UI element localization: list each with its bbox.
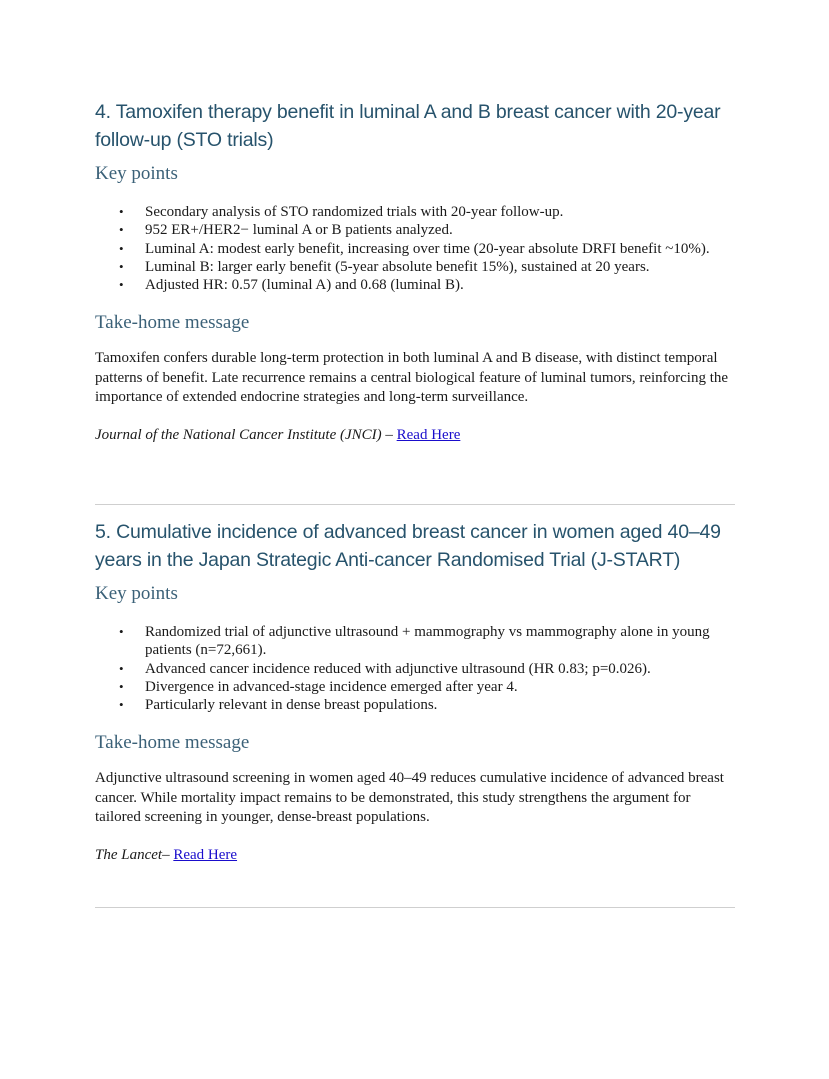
separator: –	[381, 426, 397, 443]
bullet-icon: •	[119, 697, 124, 713]
journal-name: The Lancet	[95, 846, 163, 863]
list-item: • Particularly relevant in dense breast populations.	[119, 697, 438, 714]
section-divider	[95, 907, 735, 908]
source-citation	[95, 846, 735, 865]
key-points-list	[95, 203, 735, 294]
article-tamoxifen	[95, 98, 735, 445]
journal-name: Journal of the National Cancer Institute (JNCI)	[95, 426, 382, 443]
take-home-heading: Take-home message	[95, 732, 250, 754]
take-home-heading: Take-home message	[95, 312, 250, 334]
bullet-icon: •	[119, 240, 124, 256]
bullet-icon: •	[119, 678, 124, 694]
bullet-icon: •	[119, 660, 124, 676]
take-home-text: Adjunctive ultrasound screening in women aged 40–49 reduces cumulative incidence of advanced breast cancer. While mortality impact remains to be demonstrated, this study strengthens the argument for tailored screening in younger, dense-breast populations.	[95, 770, 724, 826]
separator: –	[162, 846, 174, 863]
key-points-list	[95, 623, 735, 714]
list-item: • Luminal A: modest early benefit, increasing over time (20-year absolute DRFI benefit ~10%).	[119, 240, 710, 257]
key-points-heading: Key points	[95, 583, 178, 604]
list-item: • Divergence in advanced-stage incidence emerged after year 4.	[119, 678, 518, 695]
read-here-link[interactable]: Read Here	[173, 846, 238, 863]
bullet-icon: •	[119, 624, 124, 639]
list-item: • Adjusted HR: 0.57 (luminal A) and 0.68 (luminal B).	[119, 277, 464, 294]
list-item: • 952 ER+/HER2− luminal A or B patients analyzed.	[119, 222, 453, 239]
article-title: 5. Cumulative incidence of advanced breast cancer in women aged 40–49 years in the Japan Strategic Anti-cancer Randomised Trial (J-START)	[95, 521, 721, 571]
article-j-start	[95, 518, 735, 865]
key-points-heading: Key points	[95, 163, 178, 184]
bullet-icon: •	[119, 204, 124, 219]
read-here-link[interactable]: Read Here	[396, 426, 461, 443]
list-item: • Luminal B: larger early benefit (5-year absolute benefit 15%), sustained at 20 years.	[119, 258, 650, 275]
source-citation	[95, 426, 735, 445]
bullet-icon: •	[119, 277, 124, 293]
list-item: • Advanced cancer incidence reduced with adjunctive ultrasound (HR 0.83; p=0.026).	[119, 660, 651, 677]
list-item: • Randomized trial of adjunctive ultrasound + mammography vs mammography alone in young patients (n=72,661).	[119, 624, 710, 659]
bullet-icon: •	[119, 258, 124, 274]
bullet-icon: •	[119, 222, 124, 238]
take-home-text: Tamoxifen confers durable long-term protection in both luminal A and B disease, with distinct temporal patterns of benefit. Late recurrence remains a central biological feature of luminal tumors, reinforcing the importance of extended endocrine strategies and long-term surveillance.	[95, 350, 729, 406]
list-item: • Secondary analysis of STO randomized trials with 20-year follow-up.	[119, 204, 564, 220]
article-title: 4. Tamoxifen therapy benefit in luminal A and B breast cancer with 20-year follow-up (STO trials)	[95, 101, 721, 151]
section-divider	[95, 504, 735, 505]
